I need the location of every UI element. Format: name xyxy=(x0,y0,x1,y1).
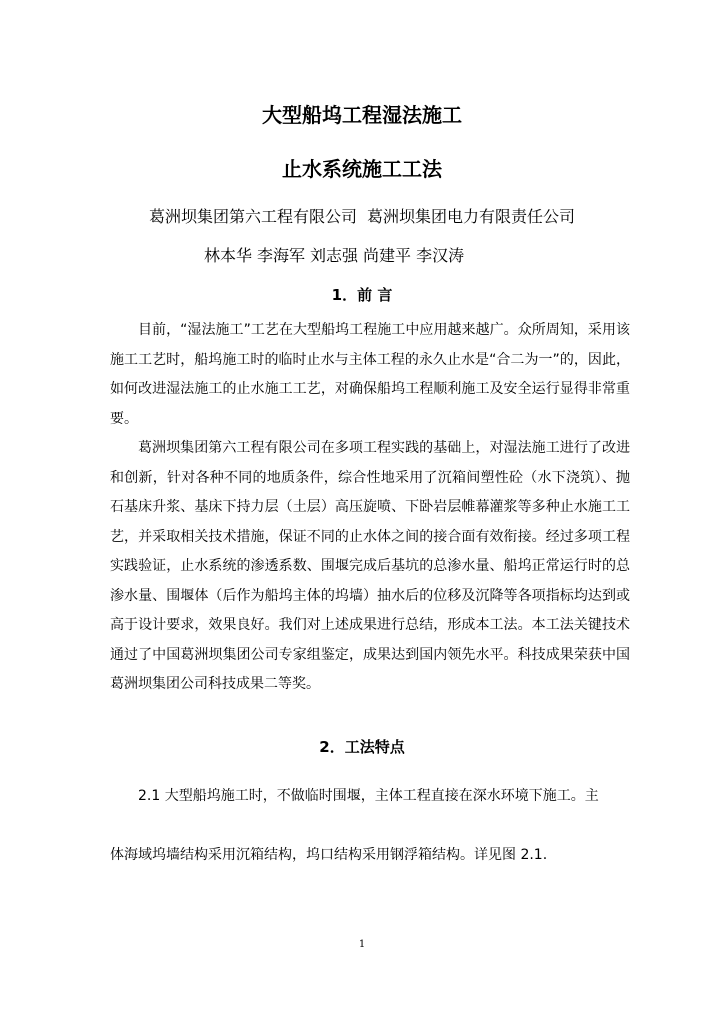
paragraph: 葛洲坝集团第六工程有限公司在多项工程实践的基础上，对湿法施工进行了改进和创新，针对各种不同的地质条件，综合性地采用了沉箱间塑性砼（水下浇筑）、抛石基床升浆、基床下持力层（土层）高压旋喷、下卧岩层帷幕灌浆等多种止水施工工艺，并采取相关技术措施，保证不同的止水体之间的接合面有效衔接。经过多项工程实践验证，止水系统的渗透系数、围堰完成后基坑的总渗水量、船坞正常运行时的总渗水量、围堰体（后作为船坞主体的坞墙）抽水后的位移及沉降等各项指标均达到或高于设计要求，效果良好。我们对上述成果进行总结，形成本工法。本工法关键技术通过了中国葛洲坝集团公司专家组鉴定，成果达到国内领先水平。科技成果荣获中国葛洲坝集团公司科技成果二等奖。 xyxy=(110,440,630,692)
author: 李海军 xyxy=(257,246,306,265)
page-number: 1 xyxy=(358,939,366,950)
paragraph: 目前，“湿法施工”工艺在大型船坞工程施工中应用越来越广。众所周知，采用该施工工艺时，船坞施工时的临时止水与主体工程的永久止水是“合二为一”的，因此，如何改进湿法施工的止水施工工艺，对确保船坞工程顺利施工及安全运行显得非常重要。 xyxy=(110,322,630,427)
document-title-line-2: 止水系统施工工法 xyxy=(282,157,442,181)
author: 李汉涛 xyxy=(416,246,465,265)
affiliations xyxy=(0,206,724,228)
author: 尚建平 xyxy=(363,246,412,265)
document-title-line-1: 大型船坞工程湿法施工 xyxy=(262,103,462,127)
section-heading-preface: 1．前 言 xyxy=(331,286,393,304)
section-heading-features: 2．工法特点 xyxy=(319,738,405,756)
paragraph: 2.1 大型船坞施工时，不做临时围堰，主体工程直接在深水环境下施工。主 xyxy=(138,788,599,804)
author: 林本华 xyxy=(204,246,253,265)
author: 刘志强 xyxy=(310,246,359,265)
affiliation-1: 葛洲坝集团第六工程有限公司 xyxy=(148,207,357,226)
authors xyxy=(204,245,464,267)
paragraph: 体海域坞墙结构采用沉箱结构，坞口结构采用钢浮箱结构。详见图 2.1. xyxy=(110,847,548,863)
affiliation-2: 葛洲坝集团电力有限责任公司 xyxy=(367,207,576,226)
